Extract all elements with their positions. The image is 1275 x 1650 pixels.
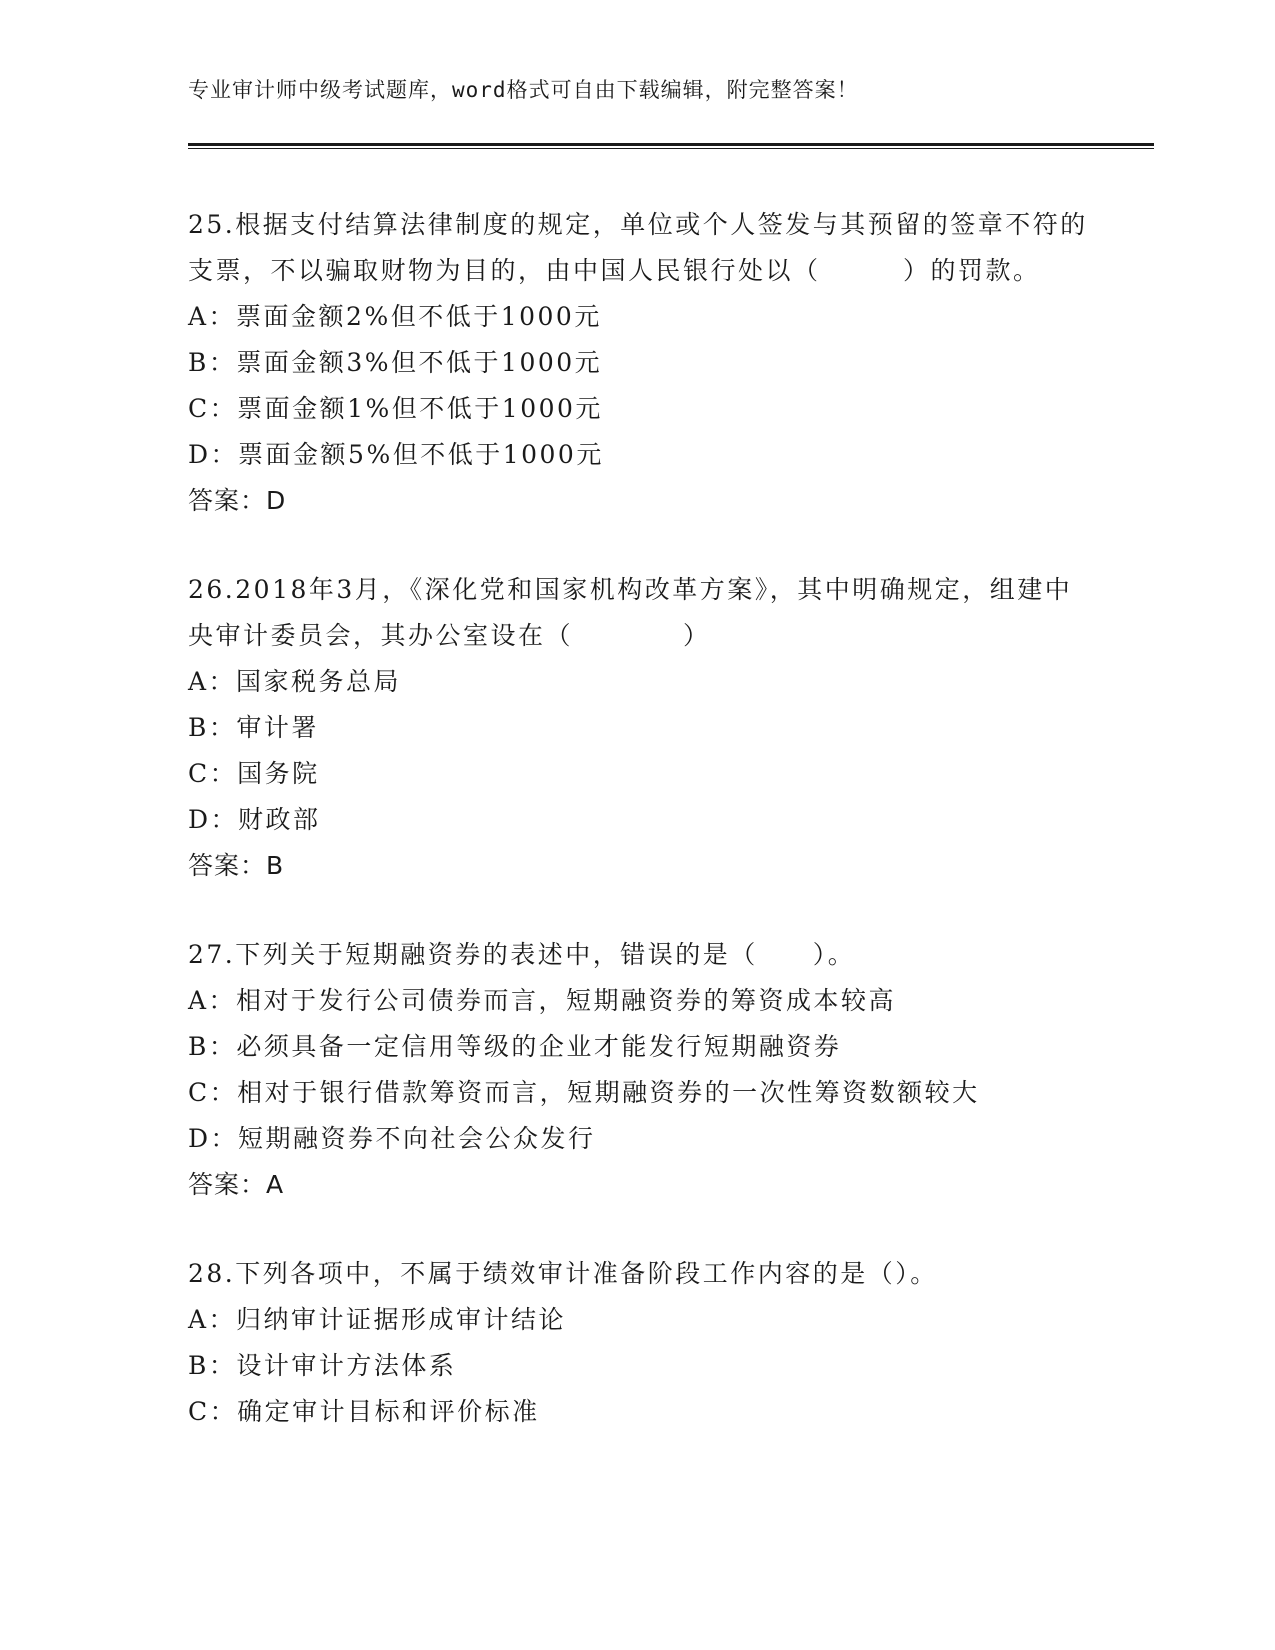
question-25 — [188, 202, 1088, 524]
answer: 答案：B — [188, 851, 285, 880]
answer: 答案：A — [188, 1170, 285, 1199]
option-c: C：相对于银行借款筹资而言，短期融资券的一次性筹资数额较大 — [188, 1078, 980, 1107]
question-stem: 28.下列各项中，不属于绩效审计准备阶段工作内容的是（）。 — [188, 1259, 938, 1288]
option-c: C：确定审计目标和评价标准 — [188, 1397, 540, 1426]
question-26 — [188, 567, 1088, 889]
answer: 答案：D — [188, 486, 287, 515]
question-27 — [188, 932, 1088, 1208]
option-b: B：设计审计方法体系 — [188, 1351, 457, 1380]
option-c: C：国务院 — [188, 759, 320, 788]
option-d: D：短期融资券不向社会公众发行 — [188, 1124, 596, 1153]
option-a: A：票面金额2%但不低于1000元 — [188, 302, 602, 331]
option-a: A：国家税务总局 — [188, 667, 402, 696]
option-c: C：票面金额1%但不低于1000元 — [188, 394, 603, 423]
question-stem: 25.根据支付结算法律制度的规定，单位或个人签发与其预留的签章不符的支票，不以骗取财物为目的，由中国人民银行处以（ ）的罚款。 — [188, 210, 1088, 285]
header-divider — [188, 143, 1154, 149]
option-a: A：归纳审计证据形成审计结论 — [188, 1305, 567, 1334]
question-28 — [188, 1251, 1088, 1435]
question-stem: 26.2018年3月，《深化党和国家机构改革方案》，其中明确规定，组建中央审计委员会，其办公室设在（ ） — [188, 575, 1073, 650]
question-stem: 27.下列关于短期融资券的表述中，错误的是（ ）。 — [188, 940, 856, 969]
option-d: D：财政部 — [188, 805, 321, 834]
option-b: B：必须具备一定信用等级的企业才能发行短期融资券 — [188, 1032, 842, 1061]
option-a: A：相对于发行公司债券而言，短期融资券的筹资成本较高 — [188, 986, 897, 1015]
page-header: 专业审计师中级考试题库，word格式可自由下载编辑，附完整答案！ — [188, 78, 859, 102]
question-list — [188, 202, 1088, 1478]
option-b: B：票面金额3%但不低于1000元 — [188, 348, 603, 377]
option-b: B：审计署 — [188, 713, 319, 742]
option-d: D：票面金额5%但不低于1000元 — [188, 440, 604, 469]
